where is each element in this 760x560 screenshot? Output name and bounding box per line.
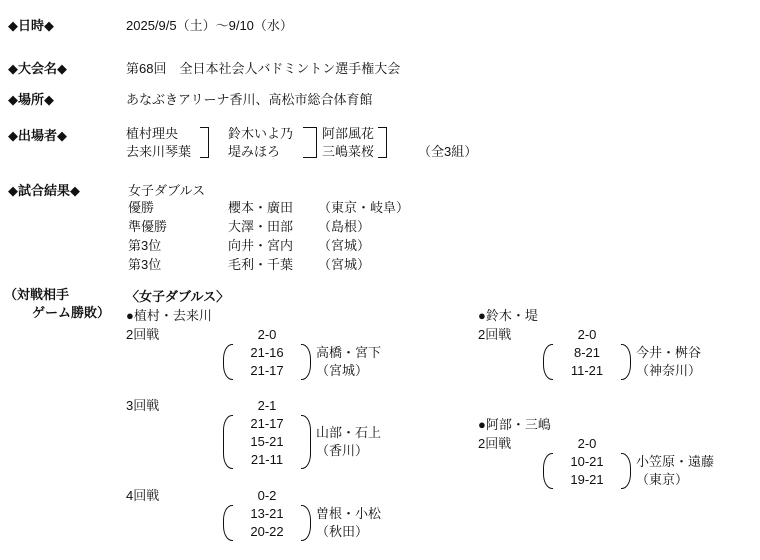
pair-3-player-2: 三嶋菜桜: [322, 144, 375, 159]
result-row-2-rank: 準優勝: [128, 219, 168, 234]
game-score: 20-22: [250, 524, 284, 539]
game-score: 21-17: [250, 416, 284, 431]
opponent-pref: （香川）: [316, 443, 369, 458]
event-name-value: 第68回 全日本社会人バドミントン選手権大会: [126, 61, 401, 76]
result-row-2-pref: （島根）: [318, 219, 371, 234]
game-score: 19-21: [570, 472, 604, 487]
game-score: 11-21: [570, 363, 604, 378]
opponent-name: 山部・石上: [316, 425, 382, 440]
match-round: 4回戦: [126, 488, 160, 503]
match-round: 2回戦: [126, 327, 160, 342]
score-bracket-right-icon: [301, 505, 311, 541]
opponent-name: 小笠原・遠藤: [636, 454, 715, 469]
pair-1-player-1: 植村理央: [126, 126, 179, 141]
game-score: 21-11: [250, 452, 284, 467]
team-1-match-3: [126, 487, 381, 541]
pair-2-bracket: [303, 127, 317, 158]
opponent-name: 曽根・小松: [316, 506, 382, 521]
opponent-pref: （宮城）: [316, 363, 369, 378]
score-bracket-left-icon: [543, 344, 553, 380]
venue-label: ◆場所◆: [8, 92, 54, 107]
game-score: 13-21: [250, 506, 284, 521]
match-round: 2回戦: [478, 327, 512, 342]
result-row-3-rank: 第3位: [128, 238, 162, 253]
pair-2-player-2: 堤みほろ: [228, 144, 281, 159]
result-row-1-rank: 優勝: [128, 200, 155, 215]
match-round: 2回戦: [478, 436, 512, 451]
pair-3-bracket: [378, 127, 387, 158]
match-details-event: 〈女子ダブルス〉: [126, 289, 230, 304]
opponent-name: 今井・桝谷: [636, 345, 702, 360]
match-result: 2-0: [577, 327, 597, 342]
result-row-1-pair: 櫻本・廣田: [228, 200, 294, 215]
event-name-label: ◆大会名◆: [8, 61, 67, 76]
pair-2-player-1: 鈴木いよ乃: [228, 126, 294, 141]
team-1-match-2: [126, 397, 381, 469]
game-scores: [233, 344, 301, 380]
results-label: ◆試合結果◆: [8, 183, 80, 198]
result-row-4-pair: 毛利・千葉: [228, 257, 294, 272]
result-row-2-pair: 大澤・田部: [228, 219, 294, 234]
venue-value: あなぶきアリーナ香川、高松市総合体育館: [126, 92, 373, 107]
side-note-line-1: （対戦相手: [4, 287, 70, 302]
results-event: 女子ダブルス: [128, 183, 206, 198]
score-bracket-right-icon: [301, 344, 311, 380]
score-bracket-right-icon: [621, 453, 631, 489]
team-1-name: ●植村・去来川: [126, 308, 212, 323]
participants-label: ◆出場者◆: [8, 128, 67, 143]
team-3-match-1: [478, 435, 714, 489]
opponent-pref: （神奈川）: [636, 363, 702, 378]
game-score: 8-21: [573, 345, 601, 360]
score-bracket-right-icon: [621, 344, 631, 380]
score-bracket-right-icon: [301, 415, 311, 469]
result-row-3-pair: 向井・宮内: [228, 238, 294, 253]
result-row-3-pref: （宮城）: [318, 238, 371, 253]
match-result: 2-0: [257, 327, 277, 342]
result-row-1-pref: （東京・岐阜）: [318, 200, 410, 215]
participants-note: （全3組）: [418, 144, 478, 159]
opponent-pref: （秋田）: [316, 524, 369, 539]
result-row-4-rank: 第3位: [128, 257, 162, 272]
result-row-4-pref: （宮城）: [318, 257, 371, 272]
date-value: 2025/9/5（土）～9/10（水）: [126, 18, 293, 33]
team-1-match-1: [126, 326, 381, 380]
team-2-match-1: [478, 326, 701, 380]
side-note-line-2: ゲーム勝敗）: [32, 305, 111, 320]
game-score: 10-21: [570, 454, 604, 469]
score-bracket-left-icon: [543, 453, 553, 489]
match-result: 2-1: [257, 398, 277, 413]
match-round: 3回戦: [126, 398, 160, 413]
match-result: 2-0: [577, 436, 597, 451]
team-2-name: ●鈴木・堤: [478, 308, 538, 323]
game-score: 15-21: [250, 434, 284, 449]
game-scores: [233, 415, 301, 469]
opponent-pref: （東京）: [636, 472, 689, 487]
opponent-name: 高橋・宮下: [316, 345, 382, 360]
score-bracket-left-icon: [223, 415, 233, 469]
game-score: 21-17: [250, 363, 284, 378]
game-score: 21-16: [250, 345, 284, 360]
pair-1-player-2: 去来川琴葉: [126, 144, 192, 159]
team-3-name: ●阿部・三嶋: [478, 417, 551, 432]
pair-1-bracket: [200, 127, 209, 158]
pair-3-player-1: 阿部風花: [322, 126, 375, 141]
score-bracket-left-icon: [223, 344, 233, 380]
game-scores: [553, 344, 621, 380]
match-result: 0-2: [257, 488, 277, 503]
game-scores: [233, 505, 301, 541]
date-label: ◆日時◆: [8, 18, 54, 33]
game-scores: [553, 453, 621, 489]
score-bracket-left-icon: [223, 505, 233, 541]
